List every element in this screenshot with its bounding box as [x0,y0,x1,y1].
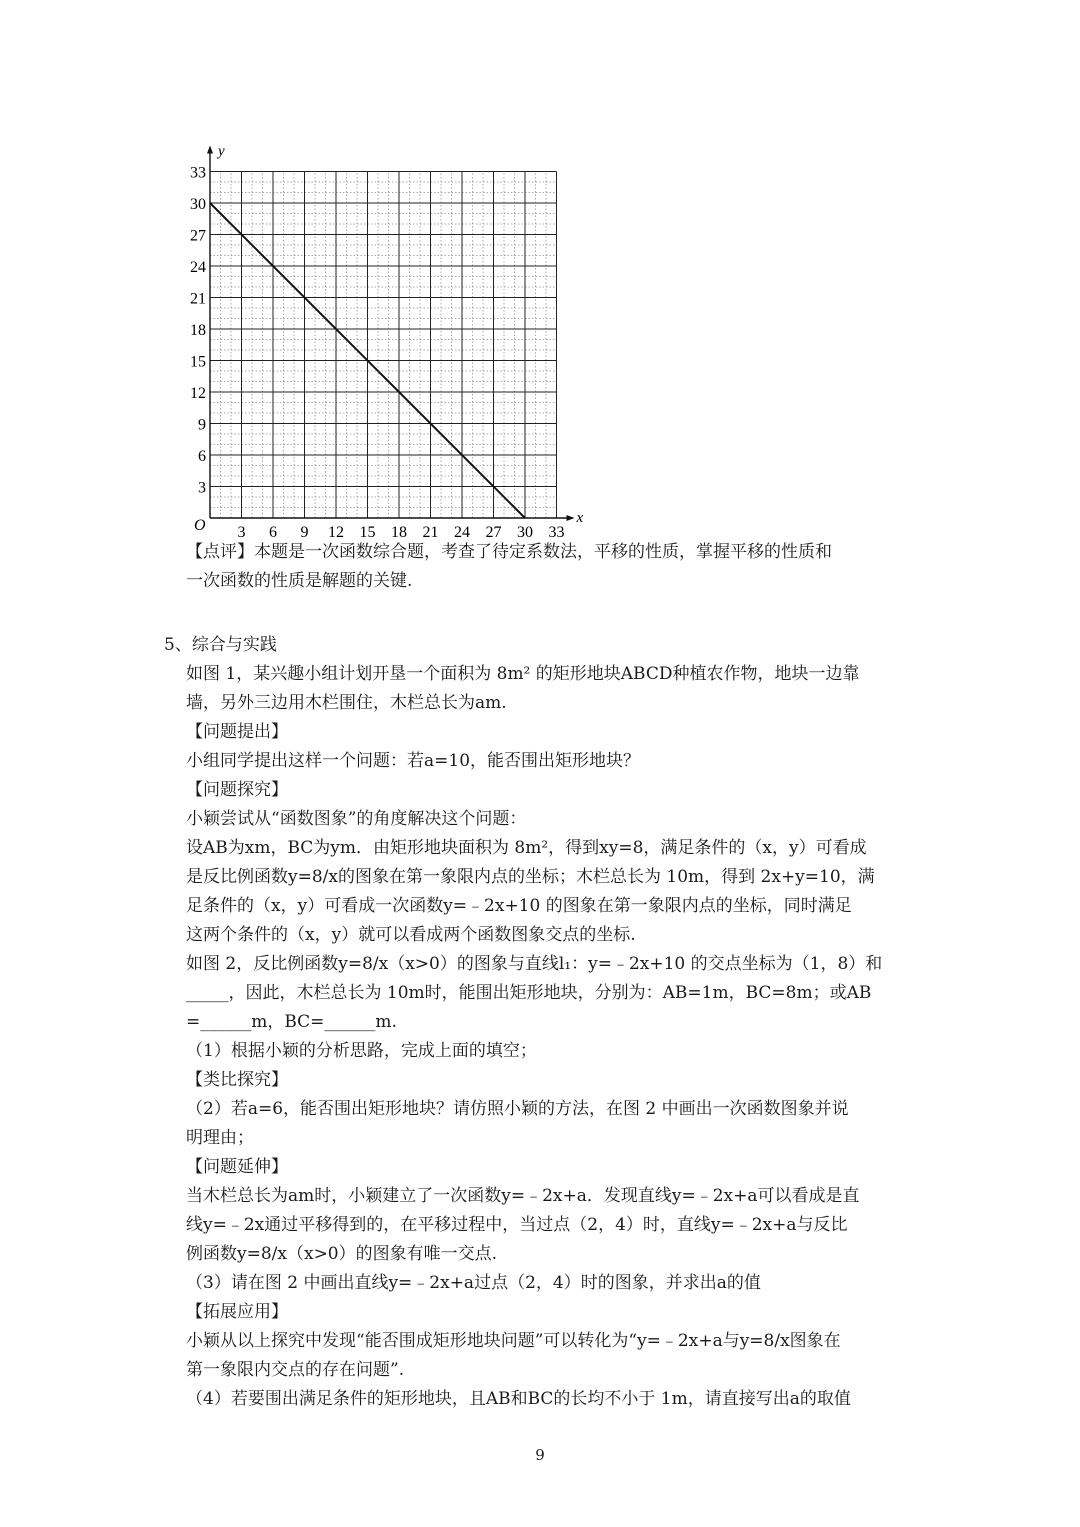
problem-line: 是反比例函数y=8/x的图象在第一象限内点的坐标；木栏总长为 10m，得到 2x+y=10，满 [186,867,875,887]
heading-problem-explore: 【问题探究】 [186,780,288,800]
problem-line: 第一象限内交点的存在问题”. [186,1360,405,1380]
problem-line: 设AB为xm，BC为ym．由矩形地块面积为 8m²，得到xy=8，满足条件的（x，y）可看成 [186,838,867,858]
y-tick-label: 3 [198,479,206,497]
x-tick-label: 30 [517,524,533,540]
x-axis-arrow [567,515,575,521]
problem-number: 5、综合与实践 [164,635,277,655]
y-tick-label: 15 [190,353,206,371]
x-axis-label: x [576,510,584,526]
problem-line: 如图 2，反比例函数y=8/x（x>0）的图象与直线l₁：y=﹣2x+10 的交点坐标为（1，8）和 [186,954,883,974]
problem-line: 足条件的（x，y）可看成一次函数y=﹣2x+10 的图象在第一象限内点的坐标，同时满足 [186,896,852,916]
x-tick-label: 9 [300,524,309,540]
review-line: 【点评】本题是一次函数综合题，考查了待定系数法，平移的性质，掌握平移的性质和 [186,542,832,562]
problem-line: 这两个条件的（x，y）就可以看成两个函数图象交点的坐标. [186,925,636,945]
x-tick-label: 6 [269,524,277,540]
problem-line: 小组同学提出这样一个问题：若a=10，能否围出矩形地块？ [186,751,641,771]
problem-body [186,660,926,1414]
heading-problem-extension: 【问题延伸】 [186,1157,288,1177]
problem-line: 如图 1，某兴趣小组计划开垦一个面积为 8m² 的矩形地块ABCD种植农作物，地块一边靠 [186,664,860,684]
y-tick-label: 18 [190,322,206,339]
y-tick-label: 24 [190,259,206,276]
x-tick-label: 3 [237,524,246,540]
problem-line: =______m，BC=______m. [186,1012,397,1032]
y-tick-label: 21 [190,290,206,308]
problem-line: _____，因此，木栏总长为 10m时，能围出矩形地块，分别为：AB=1m，BC=8m；或AB [186,983,872,1003]
page-number: 9 [535,1446,545,1464]
x-tick-label: 33 [548,524,565,540]
y-tick-label: 27 [190,227,206,245]
y-tick-label: 33 [190,164,206,182]
x-tick-label: 24 [454,524,470,540]
y-tick-label: 30 [190,196,206,213]
problem-line: 墙，另外三边用木栏围住，木栏总长为am. [186,693,507,713]
sub-question-3: （3）请在图 2 中画出直线y=﹣2x+a过点（2，4）时的图象，并求出a的值 [186,1273,761,1293]
y-axis-label: y [218,143,225,160]
y-tick-label: 9 [198,416,206,434]
y-axis-arrow [207,146,213,154]
heading-extended-application: 【拓展应用】 [186,1302,288,1322]
x-tick-label: 15 [359,524,376,540]
x-tick-label: 18 [391,524,407,540]
x-tick-label: 12 [328,524,344,540]
review-line: 一次函数的性质是解题的关键. [186,571,413,591]
x-tick-label: 27 [485,524,502,540]
sub-question-1: （1）根据小颖的分析思路，完成上面的填空； [186,1041,537,1061]
coordinate-graph [180,120,600,540]
sub-question-2: （2）若a=6，能否围出矩形地块？请仿照小颖的方法，在图 2 中画出一次函数图象并说 [186,1099,849,1119]
sub-question-4: （4）若要围出满足条件的矩形地块，且AB和BC的长均不小于 1m，请直接写出a的取值 [186,1389,851,1409]
review-section [186,538,926,596]
problem-line: 小颖尝试从“函数图象”的角度解决这个问题： [186,809,527,829]
problem-line: 明理由； [186,1128,254,1148]
heading-problem-raised: 【问题提出】 [186,722,288,742]
heading-analogy-explore: 【类比探究】 [186,1070,288,1090]
y-tick-label: 12 [190,385,206,402]
problem-line: 线y=﹣2x通过平移得到的，在平移过程中，当过点（2，4）时，直线y=﹣2x+a与反比 [186,1215,848,1235]
problem-line: 例函数y=8/x（x>0）的图象有唯一交点. [186,1244,498,1264]
problem-line: 当木栏总长为am时，小颖建立了一次函数y=﹣2x+a．发现直线y=﹣2x+a可以看成是直 [186,1186,860,1206]
problem-line: 小颖从以上探究中发现“能否围成矩形地块问题”可以转化为“y=﹣2x+a与y=8/x图象在 [186,1331,841,1351]
x-tick-label: 21 [422,524,439,540]
y-tick-label: 6 [198,448,206,465]
origin-label: O [194,517,206,534]
